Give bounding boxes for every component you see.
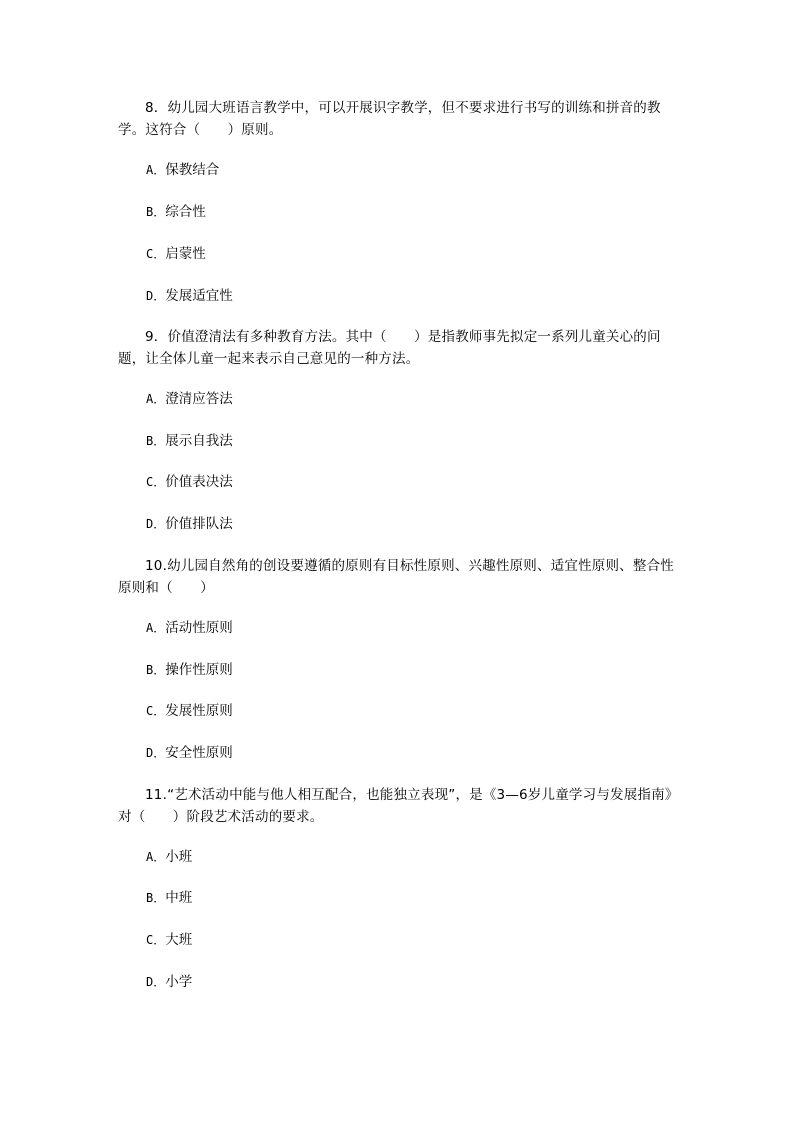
option-text: 发展适宜性 [165, 288, 233, 304]
question-8-option-b [146, 202, 206, 222]
option-key: B． [146, 205, 166, 219]
question-8-option-d [146, 286, 233, 306]
option-key: A． [146, 850, 166, 864]
option-text: 活动性原则 [165, 620, 233, 636]
option-key: D． [146, 517, 166, 531]
option-text: 澄清应答法 [165, 391, 233, 407]
option-key: B． [146, 434, 166, 448]
question-10-option-c [146, 701, 233, 721]
question-9-option-b [146, 431, 233, 451]
option-key: D． [146, 289, 166, 303]
option-text: 保教结合 [165, 162, 220, 178]
option-key: C． [146, 704, 166, 718]
option-text: 操作性原则 [165, 662, 233, 678]
question-10-option-a [146, 618, 233, 638]
option-key: D． [146, 746, 166, 760]
option-text: 安全性原则 [165, 745, 233, 761]
option-key: B． [146, 663, 166, 677]
option-key: A． [146, 163, 166, 177]
option-key: C． [146, 247, 166, 261]
option-key: B． [146, 891, 166, 905]
option-key: C． [146, 933, 166, 947]
option-text: 发展性原则 [165, 703, 233, 719]
question-10-option-b [146, 660, 233, 680]
option-text: 价值排队法 [165, 516, 233, 532]
option-key: A． [146, 392, 166, 406]
question-11-stem: 11.“艺术活动中能与他人相互配合，也能独立表现”，是《3—6岁儿童学习与发展指南》对（ ）阶段艺术活动的要求。 [118, 787, 679, 825]
question-9-stem: 9．价值澄清法有多种教育方法。其中（ ）是指教师事先拟定一系列儿童关心的问题，让全体儿童一起来表示自己意见的一种方法。 [118, 329, 661, 367]
question-8-stem: 8．幼儿园大班语言教学中，可以开展识字教学，但不要求进行书写的训练和拼音的教学。这符合（ ）原则。 [118, 100, 661, 138]
question-11-option-b [146, 888, 192, 908]
question-11-option-d [146, 972, 192, 992]
question-11-option-a [146, 847, 192, 867]
question-9-option-c [146, 472, 233, 492]
question-10-option-d [146, 743, 233, 763]
question-9-option-d [146, 514, 233, 534]
option-text: 综合性 [165, 204, 206, 220]
option-text: 大班 [165, 932, 193, 948]
question-8-option-c [146, 244, 206, 264]
option-key: C． [146, 475, 166, 489]
option-text: 中班 [165, 890, 193, 906]
question-8-option-a [146, 160, 219, 180]
option-text: 小班 [165, 849, 193, 865]
option-text: 展示自我法 [165, 433, 233, 449]
option-key: D． [146, 975, 166, 989]
option-text: 启蒙性 [165, 246, 206, 262]
question-9-option-a [146, 389, 233, 409]
option-text: 价值表决法 [165, 474, 233, 490]
option-text: 小学 [165, 974, 193, 990]
option-key: A． [146, 621, 166, 635]
question-11-option-c [146, 930, 192, 950]
question-10-stem: 10.幼儿园自然角的创设要遵循的原则有目标性原则、兴趣性原则、适宜性原则、整合性原则和（ ） [118, 558, 674, 596]
